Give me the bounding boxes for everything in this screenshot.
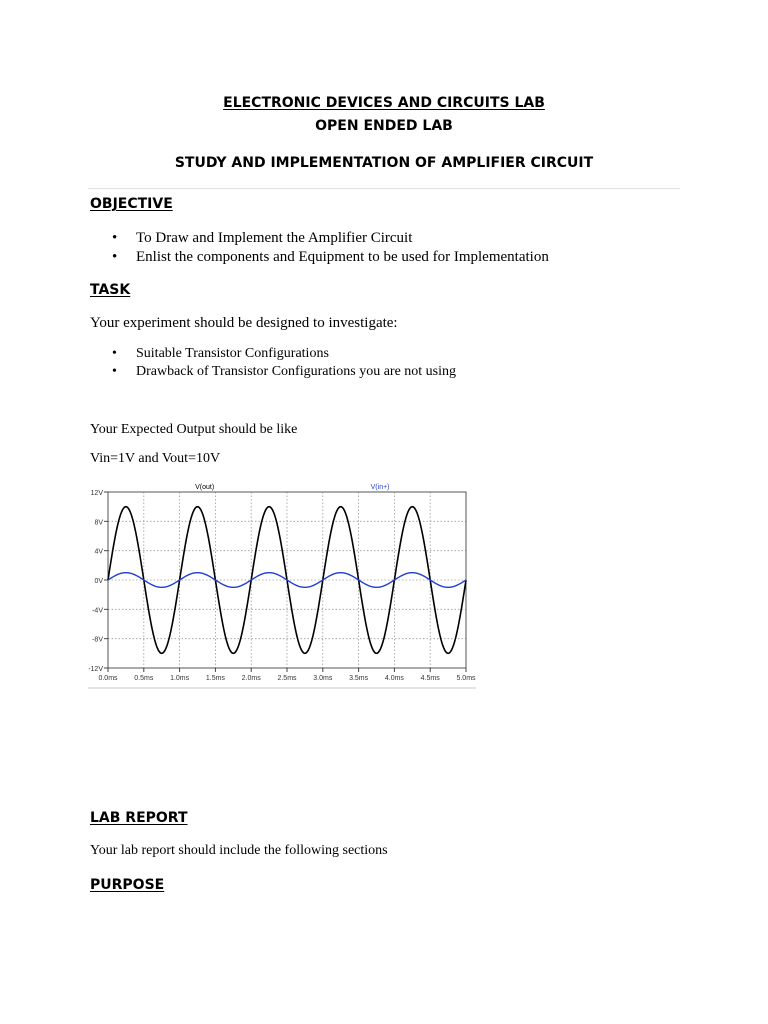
title-divider (88, 188, 680, 189)
x-tick-label: 1.0ms (170, 675, 190, 682)
task-list (90, 345, 456, 381)
x-tick-label: 1.5ms (205, 675, 225, 682)
legend-label: V(in+) (370, 484, 390, 491)
y-tick-label: 0V (94, 578, 103, 585)
x-tick-label: 5.0ms (456, 675, 476, 682)
x-tick-label: 4.5ms (420, 675, 440, 682)
y-tick-label: -12V (88, 666, 103, 673)
y-tick-label: -8V (92, 636, 103, 644)
course-title: ELECTRONIC DEVICES AND CIRCUITS LAB (223, 95, 545, 111)
y-tick-label: -4V (92, 607, 103, 615)
legend-label: V(out) (195, 484, 215, 491)
y-tick-label: 8V (94, 519, 103, 527)
y-tick-label: 4V (94, 548, 103, 556)
task-intro: Your experiment should be designed to investigate: (90, 315, 398, 331)
lab-type: OPEN ENDED LAB (315, 118, 453, 134)
lab-report-heading: LAB REPORT (90, 810, 188, 826)
x-tick-label: 2.0ms (241, 675, 261, 682)
purpose-heading: PURPOSE (90, 877, 165, 893)
y-tick-label: 12V (90, 490, 103, 497)
list-item: • Drawback of Transistor Configurations you are not using (90, 363, 456, 381)
lab-report-intro: Your lab report should include the following sections (90, 843, 388, 858)
x-tick-label: 3.5ms (349, 675, 369, 682)
vin-vout-text: Vin=1V and Vout=10V (90, 451, 221, 466)
list-item: • Suitable Transistor Configurations (90, 345, 456, 363)
list-item: • To Draw and Implement the Amplifier Circuit (90, 229, 549, 248)
task-heading: TASK (90, 282, 131, 298)
expected-output-text: Your Expected Output should be like (90, 422, 298, 437)
x-tick-label: 0.0ms (98, 675, 118, 682)
objective-list (90, 229, 549, 267)
x-tick-label: 4.0ms (384, 675, 404, 682)
list-item: • Enlist the components and Equipment to be used for Implementation (90, 248, 549, 267)
waveform-chart (88, 480, 476, 690)
lab-title: STUDY AND IMPLEMENTATION OF AMPLIFIER CIRCUIT (174, 155, 594, 171)
x-tick-label: 2.5ms (277, 675, 297, 682)
x-tick-label: 0.5ms (134, 675, 154, 682)
objective-heading: OBJECTIVE (90, 196, 173, 212)
x-tick-label: 3.0ms (313, 675, 333, 682)
